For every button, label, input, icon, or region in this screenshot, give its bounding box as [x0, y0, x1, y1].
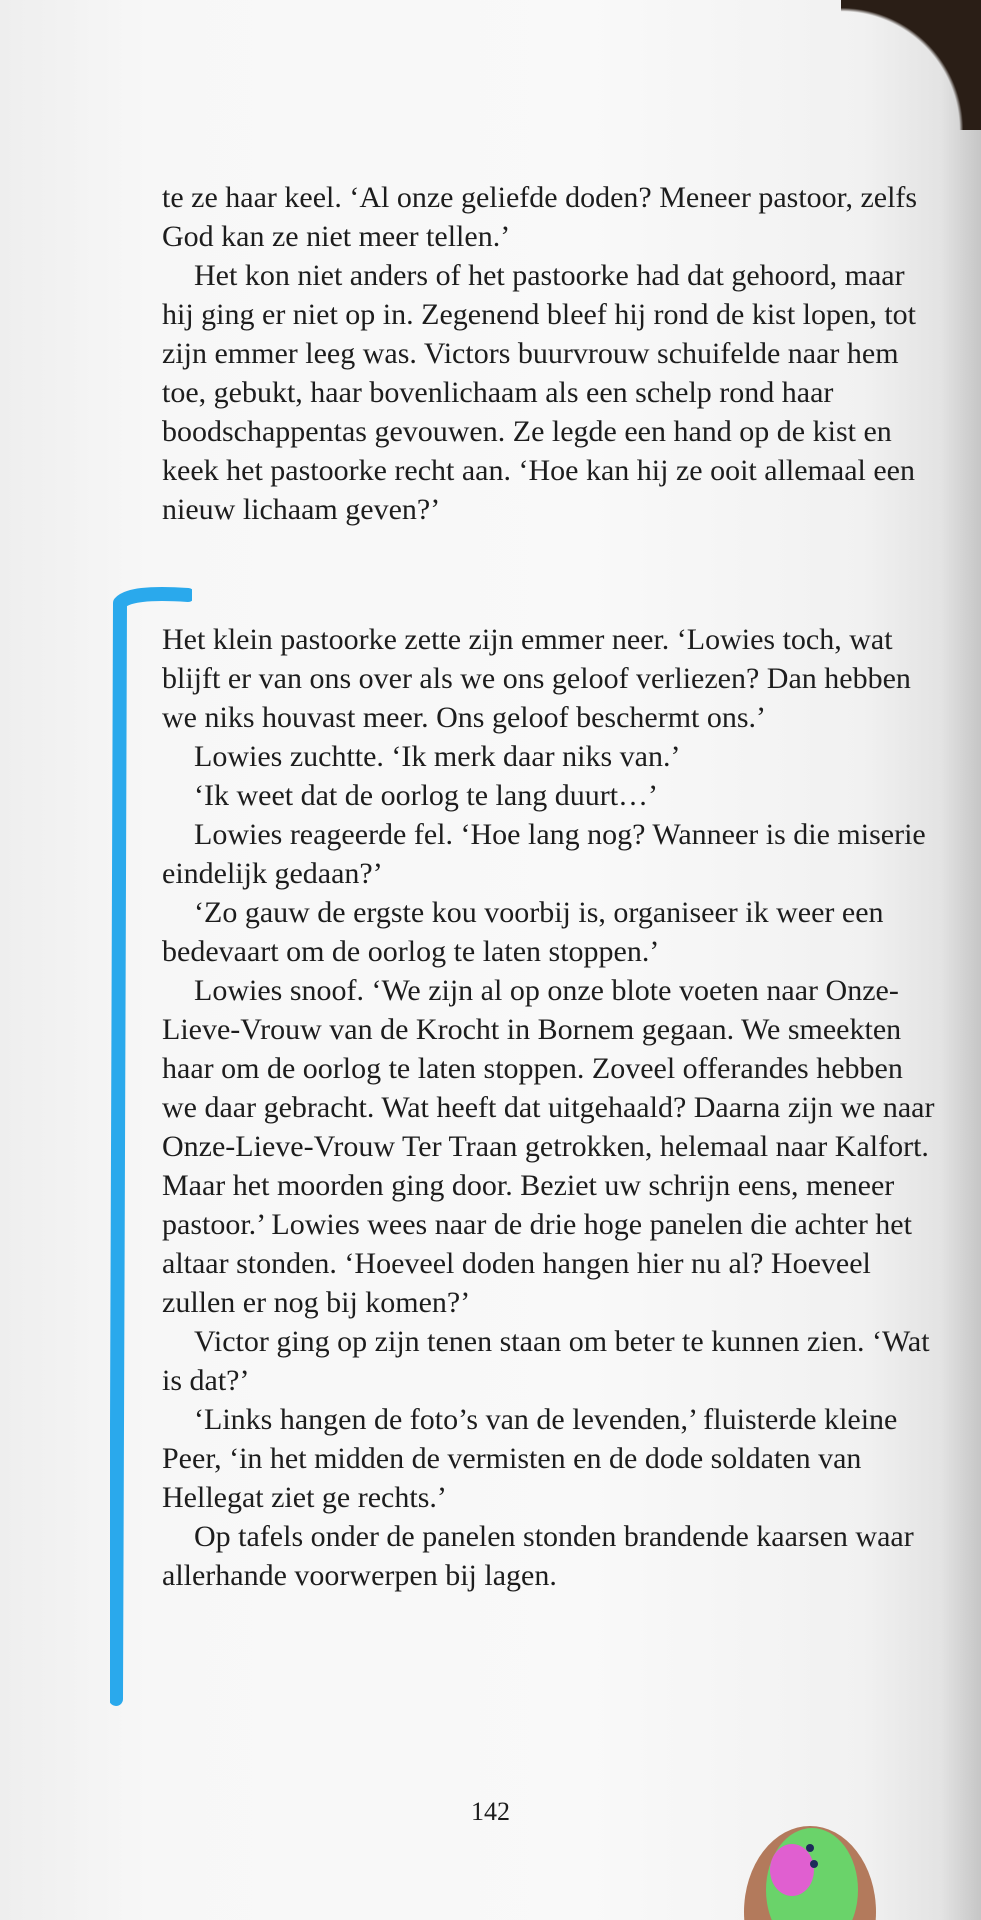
- paragraph: Lowies snoof. ‘We zijn al op onze blote voeten naar Onze-Lieve-Vrouw van de Krocht in Bornem gegaan. We smeekten haar om de oorlog te laten stoppen. Zoveel offerandes hebben we daar gebracht. Wat heeft dat uitgehaald? Daarna zijn we naar Onze-Lieve-Vrouw Ter Traan getrokken, helemaal naar Kalfort. Maar het moorden ging door. Beziet uw schrijn eens, meneer pastoor.’ Lowies wees naar de drie hoge panelen die achter het altaar stonden. ‘Hoeveel doden hangen hier nu al? Hoeveel zullen er nog bij komen?’: [162, 974, 935, 1319]
- paragraph: ‘Links hangen de foto’s van de levenden,’ fluisterde kleine Peer, ‘in het midden de vermisten en de dode soldaten van Hellegat ziet ge rechts.’: [162, 1403, 898, 1514]
- highlighted-text-block: [162, 620, 936, 1595]
- paragraph: Lowies reageerde fel. ‘Hoe lang nog? Wanneer is die miserie eindelijk gedaan?’: [162, 818, 926, 890]
- page-number: 142: [471, 1797, 510, 1826]
- paragraph: Lowies zuchtte. ‘Ik merk daar niks van.’: [194, 740, 681, 773]
- page-edge-shadow: [941, 0, 981, 1920]
- page-corner-background: [841, 0, 981, 130]
- paragraph: ‘Zo gauw de ergste kou voorbij is, organiseer ik weer een bedevaart om de oorlog te laten stoppen.’: [162, 896, 884, 968]
- paragraph: Het kon niet anders of het pastoorke had dat gehoord, maar hij ging er niet op in. Zegenend bleef hij rond de kist lopen, tot zijn emmer leeg was. Victors buurvrouw schuifelde naar hem toe, gebukt, haar bovenlichaam als een schelp rond haar boodschappentas gevouwen. Ze legde een hand op de kist en keek het pastoorke recht aan. ‘Hoe kan hij ze ooit allemaal een nieuw lichaam geven?’: [162, 259, 916, 526]
- paragraph: Op tafels onder de panelen stonden brandende kaarsen waar allerhande voorwerpen bij lagen.: [162, 1520, 914, 1592]
- paragraph: te ze haar keel. ‘Al onze geliefde doden? Meneer pastoor, zelfs God kan ze niet meer tellen.’: [162, 181, 918, 253]
- top-text-block: [162, 178, 936, 529]
- thumb-fingertip: [740, 1812, 880, 1920]
- paragraph: Victor ging op zijn tenen staan om beter te kunnen zien. ‘Wat is dat?’: [162, 1325, 930, 1397]
- paragraph: ‘Ik weet dat de oorlog te lang duurt…’: [194, 779, 659, 812]
- paragraph: Het klein pastoorke zette zijn emmer neer. ‘Lowies toch, wat blijft er van ons over als we ons geloof verliezen? Dan hebben we niks houvast meer. Ons geloof beschermt ons.’: [162, 623, 911, 734]
